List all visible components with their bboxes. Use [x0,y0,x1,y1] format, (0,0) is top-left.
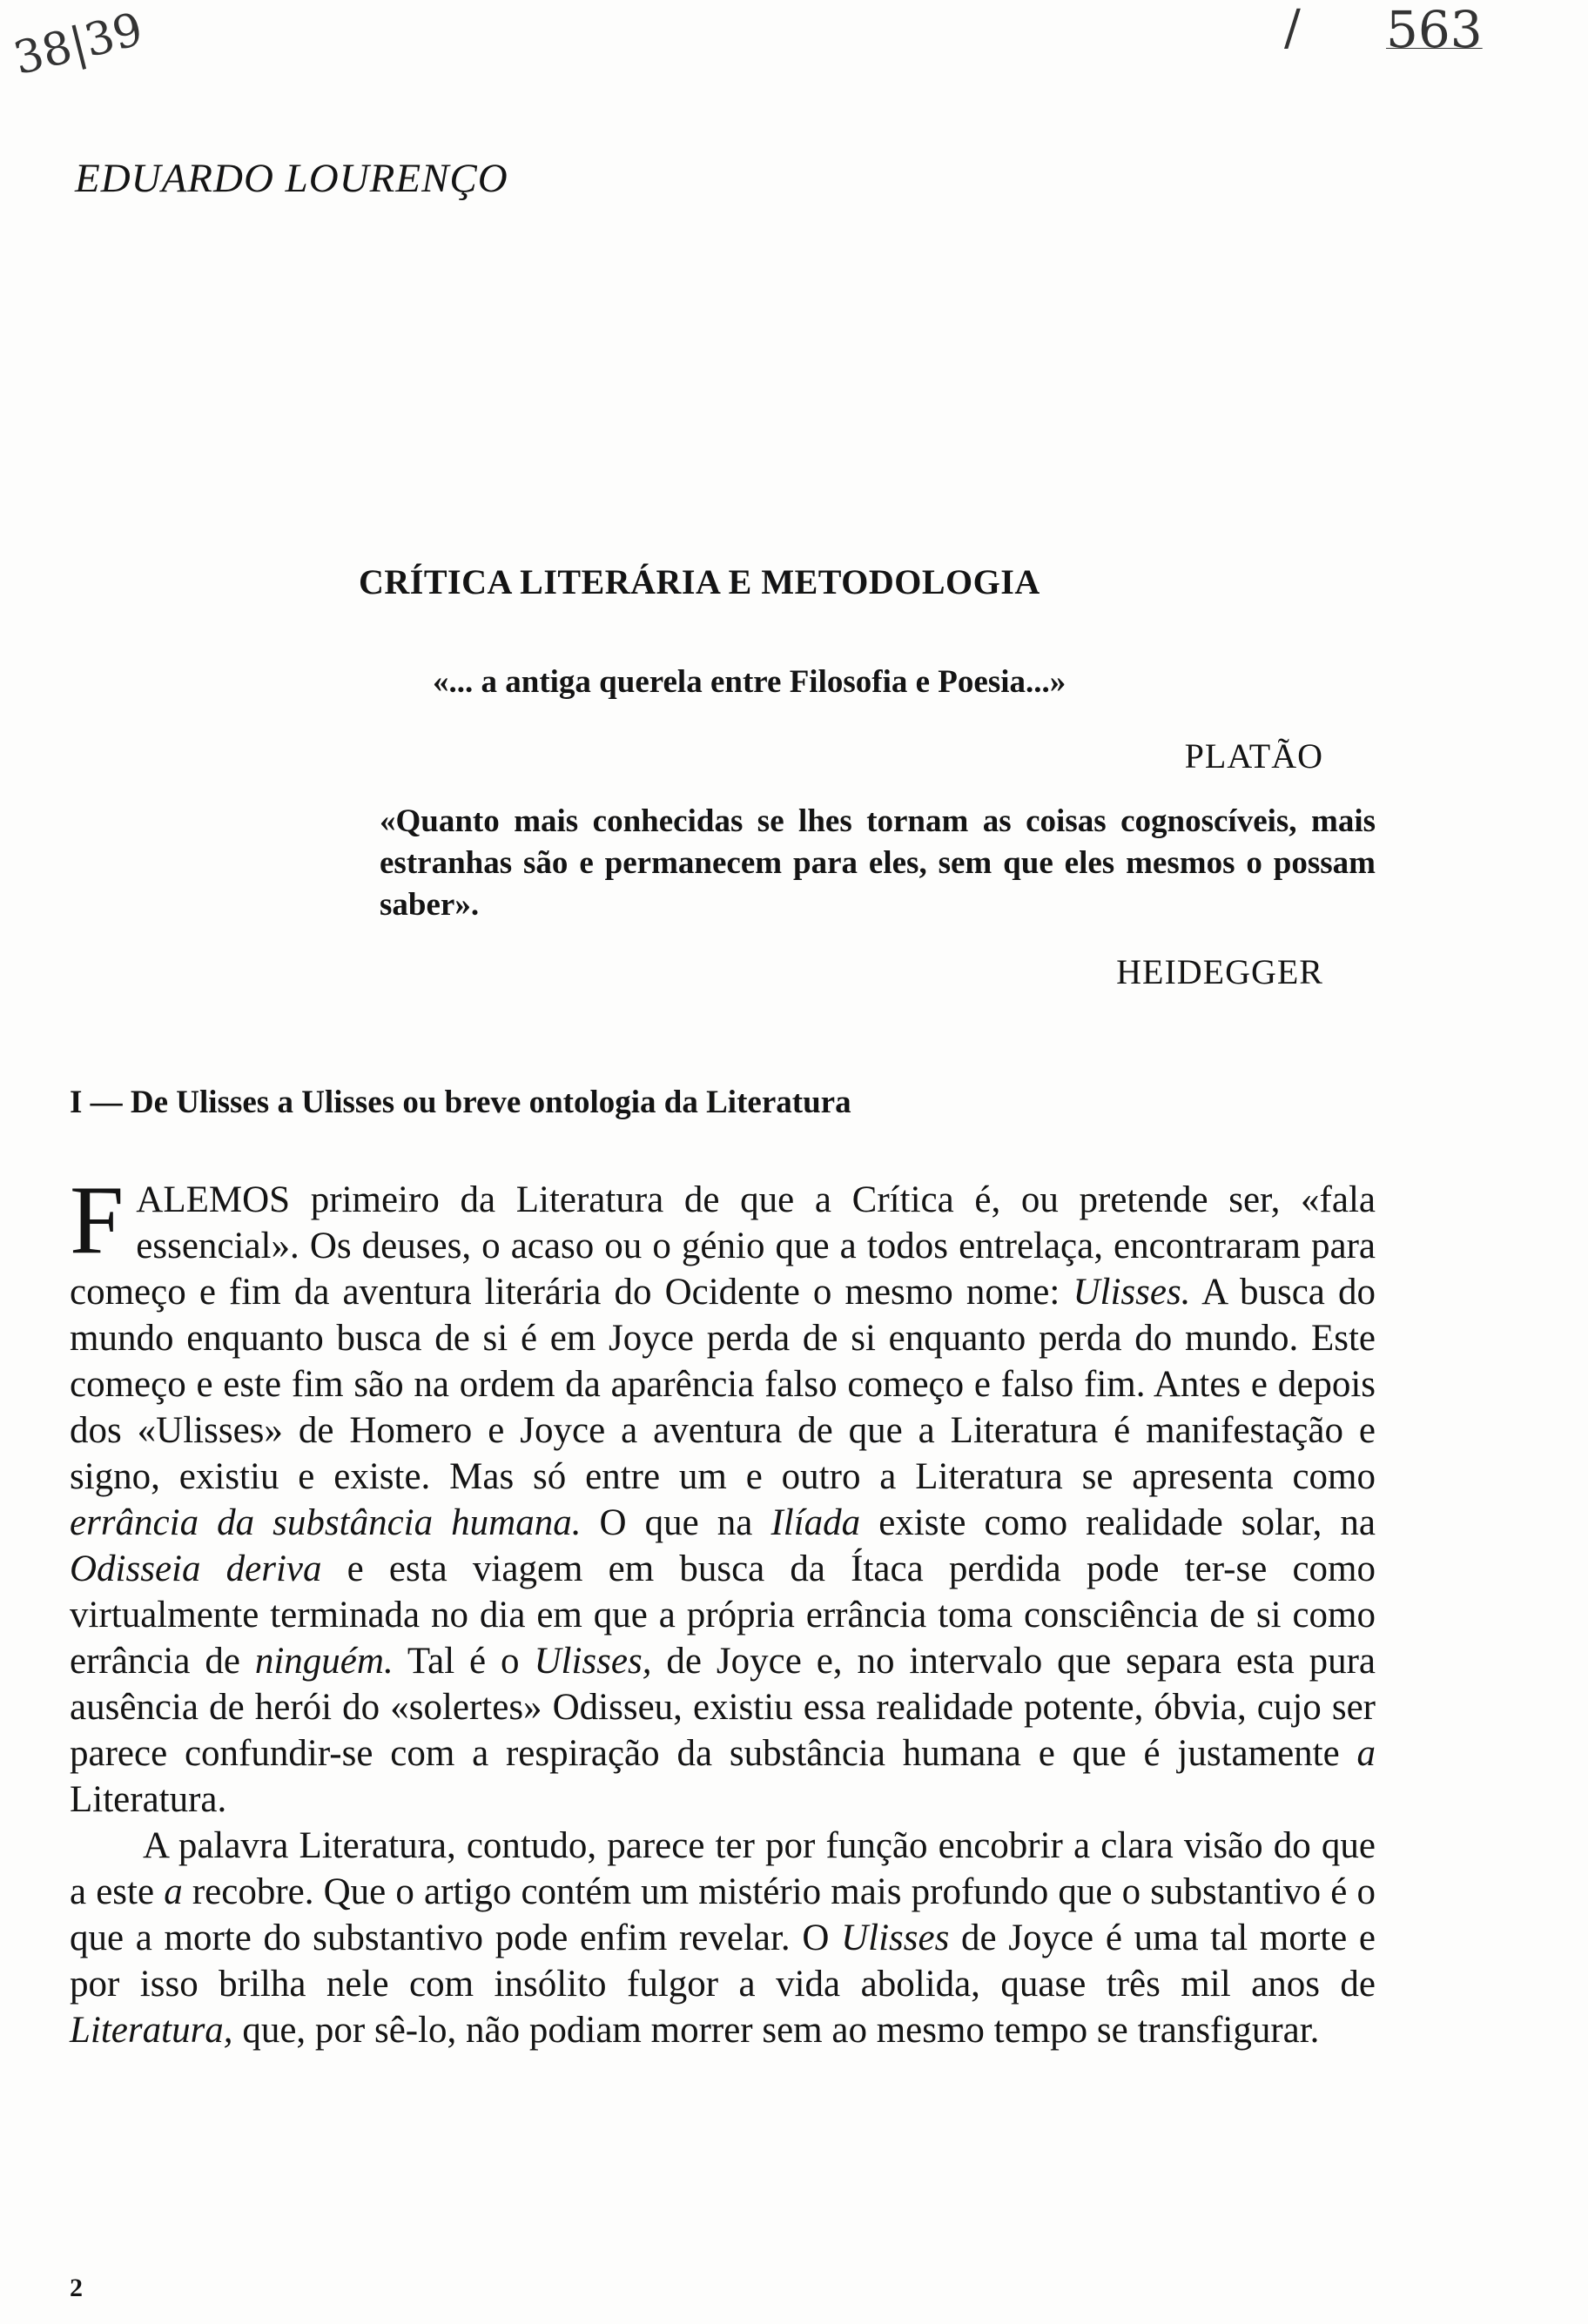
italic-run: Odisseia deriva [70,1548,322,1589]
text-run: recobre. Que o artigo contém um mistério mais profundo que o substantivo é o que a morte do substantivo pode enfim revelar. O [70,1871,1376,1958]
lead-word: ALEMOS [136,1179,291,1220]
handwritten-page-number: 563 [1386,0,1483,59]
handwritten-tick-mark: / [1284,0,1301,57]
handwritten-margin-note: 38|39 [9,3,148,86]
body-paragraph [70,1823,1376,2053]
article-body [70,1166,1376,2053]
italic-run: errância da substância humana. [70,1502,582,1543]
text-run: Literatura. [70,1779,227,1820]
author-name: EDUARDO LOURENÇO [75,156,508,201]
printed-page-number: 2 [70,2274,83,2302]
text-run: A busca do mundo enquanto busca de si é em Joyce perda de si enquanto perda do mundo. Este começo e este fim são na ordem da aparência falso começo e falso fim. Antes e depois dos «Ulisses» de Homero e Joyce a aventura de que a Literatura é manifestação e signo, existiu e existe. Mas só entre um e outro a Literatura se apresenta como [70,1272,1376,1497]
epigraph-plato: «... a antiga querela entre Filosofia e Poesia...» [433,664,1067,700]
epigraph-heidegger: «Quanto mais conhecidas se lhes tornam as coisas cognoscíveis, mais estranhas são e permanecem para eles, sem que eles mesmos o possam saber». [380,803,1376,923]
body-paragraph [70,1166,1376,1823]
text-run: e esta viagem em busca da Ítaca perdida pode ter-se como virtualmente terminada no dia em que a própria errância toma consciência de si como errância de [70,1548,1376,1682]
drop-cap: F [70,1166,124,1274]
italic-run: Ulisses [841,1918,950,1958]
italic-run: a [1356,1733,1376,1774]
text-run: Tal é o [393,1641,535,1682]
article-title: CRÍTICA LITERÁRIA E METODOLOGIA [359,562,1040,601]
italic-run: ninguém. [254,1641,394,1682]
italic-run: Ilíada [770,1502,861,1543]
text-run: O que na [581,1502,771,1543]
italic-run: Literatura, [70,2010,233,2051]
text-run: existe como realidade solar, na [860,1502,1376,1543]
epigraph-attribution-plato: PLATÃO [1184,736,1323,776]
text-run: A palavra Literatura, contudo, parece ter por função encobrir a clara visão do que a este [70,1825,1376,1912]
section-heading: I — De Ulisses a Ulisses ou breve ontologia da Literatura [70,1085,851,1120]
italic-run: Ulisses. [1073,1272,1191,1313]
text-run: que, por sê-lo, não podiam morrer sem ao mesmo tempo se transfigurar. [232,2010,1320,2051]
epigraph-attribution-heidegger: HEIDEGGER [1116,952,1323,991]
text-run: de Joyce é uma tal morte e por isso brilha nele com insólito fulgor a vida abolida, quase três mil anos de [70,1918,1376,2005]
italic-run: a [164,1871,183,1912]
text-run: de Joyce e, no intervalo que separa esta pura ausência de herói do «solertes» Odisseu, existiu essa realidade potente, óbvia, cujo ser parece confundir-se com a respiração da substância humana e que é justamente [70,1641,1376,1774]
text-run: primeiro da Literatura de que a Crítica é, ou pretende ser, «fala essencial». Os deuses, o acaso ou o génio que a todos entrelaça, encontraram para começo e fim da aventura literária do Ocidente o mesmo nome: [70,1179,1376,1313]
italic-run: Ulisses, [534,1641,652,1682]
